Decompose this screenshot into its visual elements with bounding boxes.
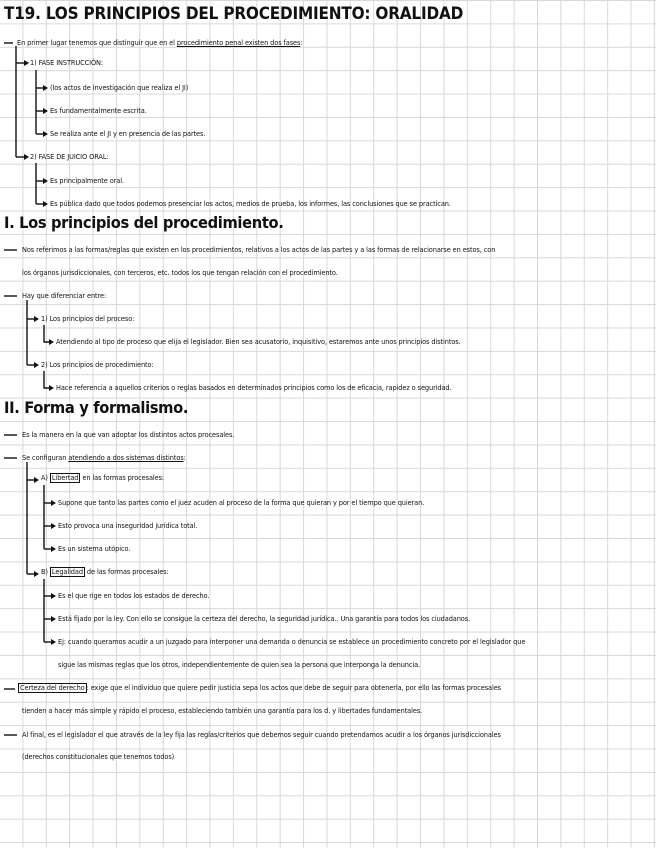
section2-paragraph: Es la manera en la que van adoptar los distintos actos procesales. (22, 431, 235, 439)
section1-paragraph-line: los órganos jurisdiccionales, con terceros, etc. todos los que tengan relación con el procedimiento. (22, 269, 338, 277)
libertad-item: Supone que tanto las partes como el juez acuden al proceso de la forma que quieran y por el tiempo que quieran. (58, 499, 425, 507)
principios-proceso-item: Atendiendo al tipo de proceso que elija el legislador. Bien sea acusatorio, inquisitivo, estaremos ante unos principios distintos. (56, 338, 461, 346)
section2-systems-line (22, 455, 186, 462)
certeza-line (18, 685, 501, 692)
fase2-item: Es principalmente oral. (50, 177, 124, 185)
intro-underlined: procedimiento penal existen dos fases (176, 39, 301, 47)
certeza-line-2: tienden a hacer más simple y rápido el proceso, estableciendo también una garantía para los d. y libertades fundamentales. (22, 707, 423, 715)
systems-text: Se configuran (22, 454, 69, 462)
intro-line (17, 40, 302, 47)
section1-paragraph: Hay que diferenciar entre: (22, 292, 107, 300)
fase1-item: Es fundamentalmente escrita. (50, 107, 147, 115)
intro-colon: : (300, 39, 303, 47)
final-paragraph-line: Al final, es el legislador el que através de la ley fija las reglas/criterios que debemos seguir cuando pretendamos acudir a los órganos jurisdiccionales (22, 731, 501, 739)
section2-heading: II. Forma y formalismo. (4, 398, 189, 417)
legalidad-item: Es el que rige en todos los estados de derecho. (58, 592, 210, 600)
section1-heading: I. Los principios del procedimiento. (4, 213, 284, 232)
legalidad-item: Ej: cuando queramos acudir a un juzgado para interponer una demanda o denuncia se establece un procedimiento concreto por el legislador que (58, 638, 526, 646)
legalidad-boxed-term: Legalidad (51, 568, 83, 576)
certeza-boxed-term: Certeza del derecho (20, 684, 85, 692)
libertad-suffix: en las formas procesales: (80, 474, 165, 482)
fase1-label: 1) FASE INSTRUCCIÓN: (30, 59, 104, 67)
legalidad-line (41, 569, 169, 576)
legalidad-item-continued: sigue las mismas reglas que los otros, independientemente de quien sea la persona que interponga la denuncia. (58, 661, 421, 669)
page-title: T19. LOS PRINCIPIOS DEL PROCEDIMIENTO: ORALIDAD (4, 4, 464, 24)
section1-paragraph-line: Nos referimos a las formas/reglas que existen en los procedimientos, relativos a los actos de las partes y a las formas de relacionarse en estos, con (22, 246, 496, 254)
principios-procedimiento-item: Hace referencia a aquellos criterios o reglas basados en determinados principios como los de eficacia, rapidez o seguridad. (56, 384, 452, 392)
fase2-item: Es pública dado que todos podemos presenciar los actos, medios de prueba, los informes, las conclusiones que se practican. (50, 200, 451, 208)
libertad-item: Esto provoca una inseguridad jurídica total. (58, 522, 198, 530)
libertad-prefix: A) (41, 474, 50, 482)
certeza-text: : exige que el individuo que quiere pedir justicia sepa los actos que debe de seguir para obtenerla, por ello las formas procesales (86, 684, 501, 692)
systems-underlined: atendiendo a dos sistemas distintos (68, 454, 184, 462)
final-paragraph-line-2: (derechos constitucionales que tenemos todos) (22, 753, 175, 761)
legalidad-suffix: de las formas procesales: (84, 568, 169, 576)
libertad-boxed-term: Libertad (51, 474, 79, 482)
intro-text: En primer lugar tenemos que distinguir que en el (17, 39, 177, 47)
legalidad-prefix: B) (41, 568, 50, 576)
libertad-item: Es un sistema utópico. (58, 545, 131, 553)
fase2-label: 2) FASE DE JUICIO ORAL: (30, 153, 109, 161)
principios-proceso-label: 1) Los principios del proceso: (41, 315, 135, 323)
systems-colon: : (183, 454, 186, 462)
fase1-item: (los actos de investigación que realiza el JI) (50, 84, 189, 92)
libertad-line (41, 475, 164, 482)
legalidad-item: Está fijado por la ley. Con ello se consigue la certeza del derecho, la seguridad jurídica.. Una garantía para todos los ciudadanos. (58, 615, 471, 623)
principios-procedimiento-label: 2) Los principios de procedimiento: (41, 361, 154, 369)
fase1-item: Se realiza ante el JI y en presencia de las partes. (50, 130, 206, 138)
